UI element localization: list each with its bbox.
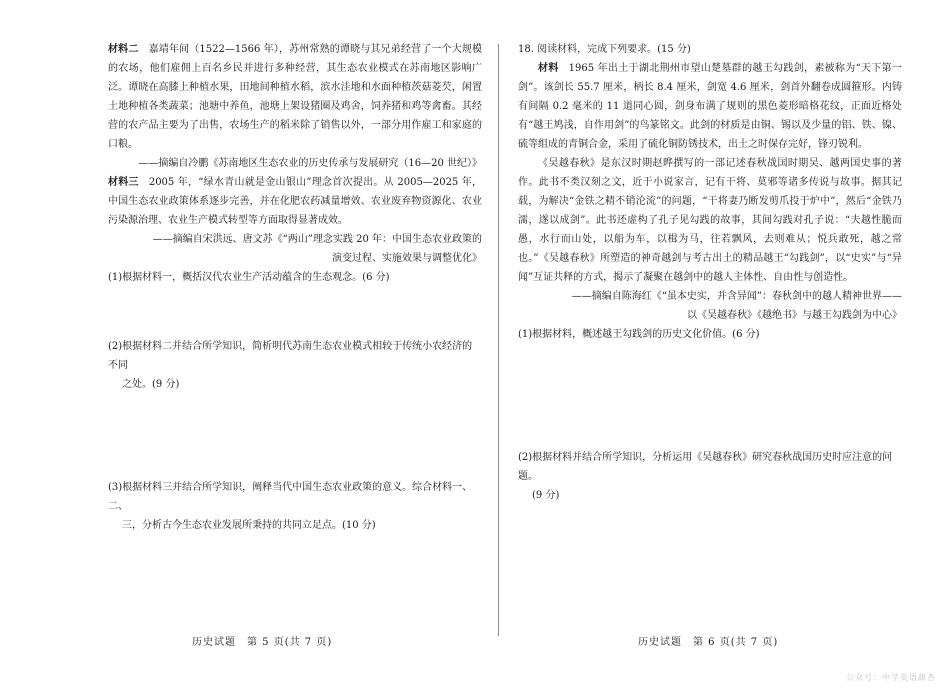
question-3 [108, 478, 482, 535]
page-divider [498, 44, 499, 636]
material-source-line-1: ——摘编自陈海红《“虽本史实，并含异闻”：春秋剑中的越人精神世界—— [571, 291, 902, 302]
question-18-2-line-2: (9 分) [532, 490, 560, 501]
question-18-1: (1)根据材料，概述越王勾践剑的历史文化价值。(6 分) [518, 329, 760, 340]
right-page [518, 40, 902, 505]
material-two-label: 材料二 [108, 44, 139, 55]
question-3-line-2: 三，分析古今生态农业发展所秉持的共同立足点。(10 分) [122, 520, 376, 531]
material-two-text: 嘉靖年间（1522—1566 年），苏州常熟的谭晓与其兄弟经营了一个大规模的农场，他们雇佣上百名乡民并进行多种经营，其生态农业模式在苏南地区影响广泛。谭晓在高膝上种植水果，田地间种植水稻，滨水洼地和水面种植茨菇菱芡，闲置土地种植各类蔬菜；池塘中养鱼，池塘上架设猪圈及鸡舍，饲养猪和鸡等禽畜。其经营的农产品主要为了出售，农场生产的稻米除了销售以外，一部分用作雇工和家庭的口粮。 [108, 44, 483, 150]
material-three-label: 材料三 [108, 177, 139, 188]
material-paragraph-1-text: 1965 年出土于湖北荆州市望山楚墓群的越王勾践剑，素被称为“天下第一剑”。该剑长 55.7 厘米，柄长 8.4 厘米，剑宽 4.6 厘米，剑首外翻卷成圆箍形。内铸有间隔 0.2 毫米的 11 道同心圆，剑身布满了规则的黑色菱形暗格花纹，正面近格处有“越王鸠浅，自作用剑”的鸟篆铭文。此剑的材质是由铜、锡以及少量的铝、铁、镍、硫等组成的青铜合金，采用了硫化铜防锈技术，出土之时保存完好，锋刃锐利。 [518, 63, 902, 150]
question-3-line-1: (3)根据材料三并结合所学知识，阐释当代中国生态农业政策的意义。综合材料一、二、 [108, 482, 473, 512]
question-2-line-1: (2)根据材料二并结合所学知识，简析明代苏南生态农业模式相较于传统小农经济的不同 [108, 341, 473, 371]
question-18-2-line-1: (2)根据材料并结合所学知识，分析运用《吴越春秋》研究春秋战国历史时应注意的问题。 [518, 452, 893, 482]
footer-page-6: 历史试题 第 6 页(共 7 页) [638, 637, 779, 648]
left-page [108, 40, 482, 535]
question-2 [108, 337, 482, 394]
question-1: (1)根据材料一，概括汉代农业生产活动蕴含的生态观念。(6 分) [108, 272, 390, 283]
question-18-header: 18. 阅读材料，完成下列要求。(15 分) [518, 44, 691, 55]
question-2-line-2: 之处。(9 分) [122, 379, 180, 390]
material-three-source-line-1: ——摘编自宋洪远、唐文苏《“两山”理念实践 20 年：中国生态农业政策的 [152, 234, 482, 245]
watermark: 公众号：中学英语甜杏 [846, 673, 936, 682]
footer-page-5: 历史试题 第 5 页(共 7 页) [192, 637, 333, 648]
material-paragraph-2: 《吴越春秋》是东汉时期赵晔撰写的一部记述春秋战国时期吴、越两国史事的著作。此书不类汉刻之文，近于小说家言，记有干将、莫邪等诸多传说与故事。据其记载，为解决“金铁之精不销沦流”的问题，“干将妻乃断发剪爪投于炉中”，然后“金铁乃濡，遂以成剑”。此书还虚构了孔子见勾践的故事，其间勾践对孔子说：“夫越性脆而愚，水行而山处，以船为车，以楫为马，往若飘风，去则难从；悦兵敢死，越之常也。”《吴越春秋》所塑造的神奇越剑与考古出土的精品越王“勾践剑”，以“史实”与“异闻”互证共释的方式，揭示了凝聚在越剑中的越人主体性、自由性与创造性。 [518, 158, 902, 283]
question-18-2 [518, 448, 902, 505]
material-three [108, 173, 482, 230]
material-two-source: ——摘编自冷鹏《苏南地区生态农业的历史传承与发展研究（16—20 世纪）》 [138, 158, 482, 169]
material-three-text: 2005 年，“绿水青山就是金山银山”理念首次提出。从 2005—2025 年，中国生态农业政策体系逐步完善，并在化肥农药减量增效、农业废弃物资源化、农业污染源治理、农业生产模式转型等方面取得显著成效。 [108, 177, 483, 226]
material-label: 材料 [538, 63, 559, 74]
material-paragraph-1 [518, 59, 902, 154]
material-two [108, 40, 482, 154]
material-three-source-line-2: 演变过程、实施效果与调整优化》 [332, 253, 482, 264]
material-source-line-2: 以《吴越春秋》《越绝书》与越王勾践剑为中心》 [687, 310, 902, 321]
